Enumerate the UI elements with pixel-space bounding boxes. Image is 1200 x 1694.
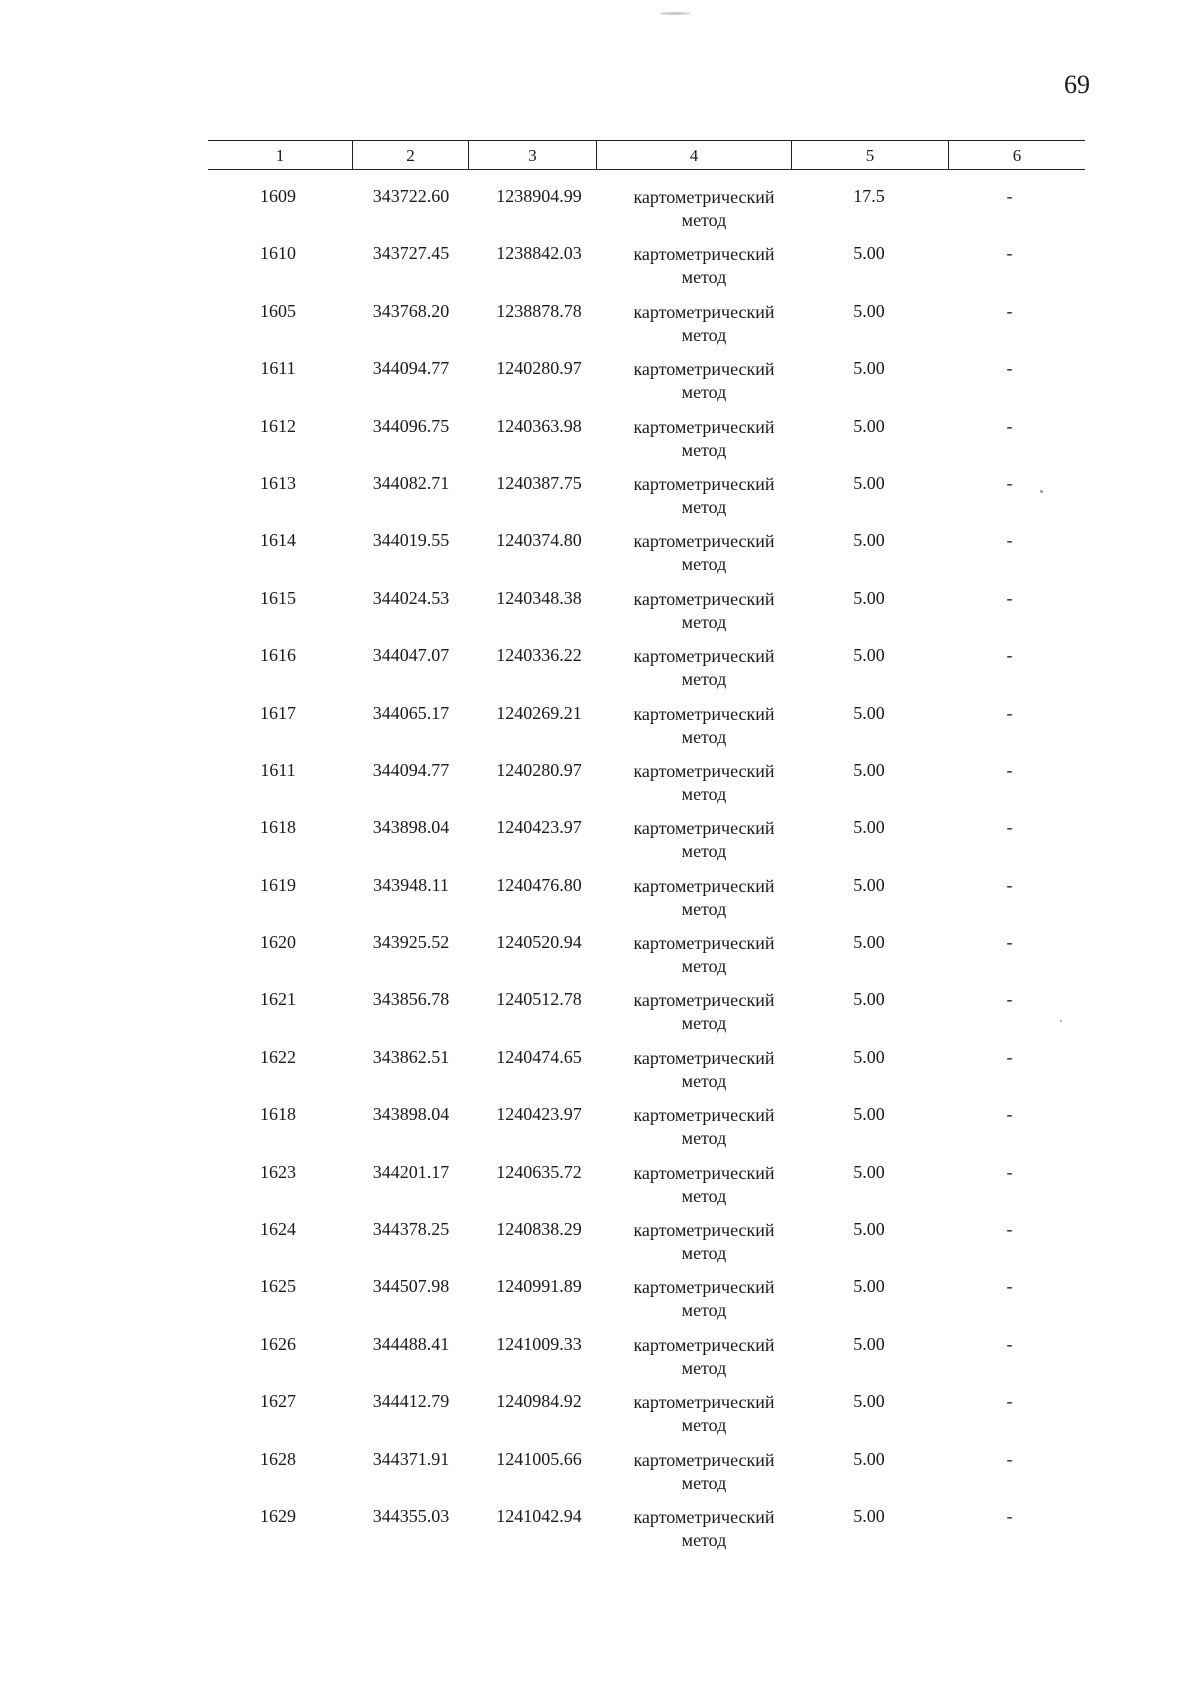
- method-line-1: картометрический: [633, 416, 775, 437]
- scan-speck: [1060, 1020, 1062, 1022]
- method-line-2: метод: [681, 956, 727, 977]
- note: -: [1006, 1448, 1013, 1469]
- method: [604, 932, 804, 978]
- accuracy-value: 5.00: [853, 1219, 885, 1240]
- note: -: [1006, 587, 1013, 608]
- coord-x: 343898.04: [372, 1104, 450, 1125]
- method-line-1: картометрический: [633, 359, 775, 380]
- method-line-1: картометрический: [633, 531, 775, 552]
- table-body: [208, 182, 1085, 1559]
- method-line-2: метод: [681, 611, 727, 632]
- method-line-1: картометрический: [633, 1506, 775, 1527]
- point-id: 1618: [260, 817, 296, 838]
- accuracy-value: 5.00: [853, 874, 885, 895]
- coord-y: 1240984.92: [496, 1391, 582, 1412]
- point-id: 1618: [260, 1104, 296, 1125]
- method-line-2: метод: [681, 783, 727, 804]
- note: -: [1006, 932, 1013, 953]
- coord-x: 344065.17: [372, 702, 450, 723]
- coord-x: 343727.45: [372, 243, 450, 264]
- note: -: [1006, 989, 1013, 1010]
- method-line-2: метод: [681, 382, 727, 403]
- method-line-2: метод: [681, 1128, 727, 1149]
- table-row: [208, 469, 1085, 526]
- accuracy-value: 5.00: [853, 817, 885, 838]
- method: [604, 1047, 804, 1093]
- table-row: [208, 354, 1085, 411]
- coord-x: 343925.52: [372, 932, 450, 953]
- method-line-1: картометрический: [633, 1220, 775, 1241]
- accuracy-value: 5.00: [853, 645, 885, 666]
- accuracy-value: 5.00: [853, 759, 885, 780]
- point-id: 1623: [260, 1161, 296, 1182]
- note: -: [1006, 472, 1013, 493]
- note: -: [1006, 415, 1013, 436]
- coord-y: 1240280.97: [496, 358, 582, 379]
- method-line-2: метод: [681, 267, 727, 288]
- accuracy-value: 5.00: [853, 702, 885, 723]
- method-line-2: метод: [681, 1415, 727, 1436]
- accuracy-value: 5.00: [853, 358, 885, 379]
- table-row: [208, 699, 1085, 756]
- method-line-1: картометрический: [633, 1105, 775, 1126]
- point-id: 1627: [260, 1391, 296, 1412]
- point-id: 1625: [260, 1276, 296, 1297]
- coord-x: 344096.75: [372, 415, 450, 436]
- table-row: [208, 1330, 1085, 1387]
- coord-y: 1240512.78: [496, 989, 582, 1010]
- note: -: [1006, 1391, 1013, 1412]
- table-row: [208, 756, 1085, 813]
- accuracy-value: 5.00: [853, 932, 885, 953]
- table-row: [208, 412, 1085, 469]
- method-line-1: картометрический: [633, 1392, 775, 1413]
- method: [604, 1219, 804, 1265]
- note: -: [1006, 186, 1013, 206]
- method-line-1: картометрический: [633, 1162, 775, 1183]
- point-id: 1611: [260, 759, 296, 780]
- header-col-2: 2: [353, 141, 469, 169]
- method: [604, 1334, 804, 1380]
- coord-y: 1238904.99: [496, 186, 582, 206]
- table-row: [208, 1043, 1085, 1100]
- method-line-1: картометрический: [633, 1277, 775, 1298]
- method: [604, 645, 804, 691]
- accuracy-value: 5.00: [853, 1161, 885, 1182]
- note: -: [1006, 1505, 1013, 1526]
- method-line-1: картометрический: [633, 1449, 775, 1470]
- note: -: [1006, 300, 1013, 321]
- method: [604, 243, 804, 289]
- method: [604, 1276, 804, 1322]
- method-line-2: метод: [681, 554, 727, 575]
- method-line-2: метод: [681, 1300, 727, 1321]
- method-line-1: картометрический: [633, 244, 775, 265]
- accuracy-value: 5.00: [853, 1276, 885, 1297]
- accuracy-value: 5.00: [853, 1046, 885, 1067]
- coord-y: 1240635.72: [496, 1161, 582, 1182]
- accuracy-value: 5.00: [853, 530, 885, 551]
- method-line-2: метод: [681, 1529, 727, 1550]
- method-line-2: метод: [681, 726, 727, 747]
- coord-x: 343898.04: [372, 817, 450, 838]
- method: [604, 416, 804, 462]
- note: -: [1006, 874, 1013, 895]
- method-line-2: метод: [681, 1472, 727, 1493]
- point-id: 1614: [260, 530, 296, 551]
- table-header: [208, 140, 1085, 170]
- point-id: 1629: [260, 1505, 296, 1526]
- method-line-2: метод: [681, 1243, 727, 1264]
- coord-x: 344094.77: [372, 759, 450, 780]
- header-col-3: 3: [469, 141, 597, 169]
- coord-y: 1240474.65: [496, 1046, 582, 1067]
- coord-y: 1240363.98: [496, 415, 582, 436]
- coord-y: 1241042.94: [496, 1505, 582, 1526]
- point-id: 1611: [260, 358, 296, 379]
- table-row: [208, 1272, 1085, 1329]
- method: [604, 817, 804, 863]
- coord-x: 344412.79: [372, 1391, 450, 1412]
- header-col-1: 1: [208, 141, 353, 169]
- method-line-2: метод: [681, 898, 727, 919]
- method: [604, 588, 804, 634]
- coord-y: 1240991.89: [496, 1276, 582, 1297]
- method-line-2: метод: [681, 841, 727, 862]
- method: [604, 1449, 804, 1495]
- method: [604, 875, 804, 921]
- point-id: 1616: [260, 645, 296, 666]
- coord-y: 1240476.80: [496, 874, 582, 895]
- table-row: [208, 928, 1085, 985]
- scan-mark: [660, 12, 690, 15]
- table-row: [208, 584, 1085, 641]
- coord-y: 1241005.66: [496, 1448, 582, 1469]
- note: -: [1006, 645, 1013, 666]
- method-line-2: метод: [681, 1185, 727, 1206]
- method-line-2: метод: [681, 1070, 727, 1091]
- table-row: [208, 1100, 1085, 1157]
- method: [604, 1506, 804, 1552]
- coord-x: 344082.71: [372, 472, 450, 493]
- method-line-1: картометрический: [633, 990, 775, 1011]
- method-line-1: картометрический: [633, 875, 775, 896]
- accuracy-value: 5.00: [853, 1104, 885, 1125]
- header-col-6: 6: [1012, 146, 1022, 165]
- method: [604, 760, 804, 806]
- method-line-1: картометрический: [633, 187, 775, 207]
- method-line-1: картометрический: [633, 1334, 775, 1355]
- accuracy-value: 5.00: [853, 472, 885, 493]
- method: [604, 989, 804, 1035]
- method-line-1: картометрический: [633, 703, 775, 724]
- point-id: 1615: [260, 587, 296, 608]
- note: -: [1006, 1219, 1013, 1240]
- coord-x: 344371.91: [372, 1448, 450, 1469]
- coord-x: 344201.17: [372, 1161, 450, 1182]
- method: [604, 301, 804, 347]
- coord-y: 1240269.21: [496, 702, 582, 723]
- method: [604, 358, 804, 404]
- point-id: 1605: [260, 300, 296, 321]
- coord-y: 1240387.75: [496, 472, 582, 493]
- accuracy-value: 5.00: [853, 587, 885, 608]
- coord-x: 343948.11: [373, 874, 449, 895]
- method-line-1: картометрический: [633, 933, 775, 954]
- coord-x: 344024.53: [372, 587, 450, 608]
- coord-x: 343862.51: [372, 1046, 450, 1067]
- accuracy-value: 5.00: [853, 415, 885, 436]
- method-line-1: картометрический: [633, 588, 775, 609]
- coord-y: 1240520.94: [496, 932, 582, 953]
- note: -: [1006, 358, 1013, 379]
- note: -: [1006, 1333, 1013, 1354]
- coord-x: 344019.55: [372, 530, 450, 551]
- point-id: 1609: [260, 186, 296, 206]
- coord-y: 1240423.97: [496, 1104, 582, 1125]
- coord-y: 1240336.22: [496, 645, 582, 666]
- coord-x: 343856.78: [372, 989, 450, 1010]
- note: -: [1006, 702, 1013, 723]
- note: -: [1006, 1161, 1013, 1182]
- method-line-2: метод: [681, 1357, 727, 1378]
- point-id: 1613: [260, 472, 296, 493]
- coord-x: 344047.07: [372, 645, 450, 666]
- point-id: 1617: [260, 702, 296, 723]
- point-id: 1619: [260, 874, 296, 895]
- method: [604, 1104, 804, 1150]
- point-id: 1612: [260, 415, 296, 436]
- scan-speck: [1040, 490, 1043, 493]
- method-line-1: картометрический: [633, 301, 775, 322]
- table-row: [208, 871, 1085, 928]
- table-row: [208, 985, 1085, 1042]
- note: -: [1006, 1276, 1013, 1297]
- coord-x: 344355.03: [372, 1505, 450, 1526]
- coord-x: 343722.60: [372, 186, 450, 206]
- method-line-2: метод: [681, 210, 727, 230]
- coord-x: 344378.25: [372, 1219, 450, 1240]
- method-line-2: метод: [681, 496, 727, 517]
- point-id: 1626: [260, 1333, 296, 1354]
- method-line-1: картометрический: [633, 818, 775, 839]
- coord-x: 344094.77: [372, 358, 450, 379]
- note: -: [1006, 243, 1013, 264]
- coord-x: 344488.41: [372, 1333, 450, 1354]
- method-line-2: метод: [681, 324, 727, 345]
- table-row: [208, 297, 1085, 354]
- point-id: 1610: [260, 243, 296, 264]
- method-line-1: картометрический: [633, 473, 775, 494]
- accuracy-value: 5.00: [853, 1505, 885, 1526]
- note: -: [1006, 1104, 1013, 1125]
- accuracy-value: 5.00: [853, 243, 885, 264]
- coord-y: 1241009.33: [496, 1333, 582, 1354]
- point-id: 1624: [260, 1219, 296, 1240]
- method-line-2: метод: [681, 1013, 727, 1034]
- coord-y: 1240280.97: [496, 759, 582, 780]
- accuracy-value: 5.00: [853, 300, 885, 321]
- coord-x: 343768.20: [372, 300, 450, 321]
- table-row: [208, 526, 1085, 583]
- table-row: [208, 1158, 1085, 1215]
- coord-y: 1240348.38: [496, 587, 582, 608]
- point-id: 1628: [260, 1448, 296, 1469]
- header-col-4: 4: [597, 141, 792, 169]
- table-row: [208, 1387, 1085, 1444]
- coord-y: 1240838.29: [496, 1219, 582, 1240]
- table-row: [208, 1445, 1085, 1502]
- table-row: [208, 1502, 1085, 1559]
- note: -: [1006, 530, 1013, 551]
- method-line-2: метод: [681, 439, 727, 460]
- table-row: [208, 239, 1085, 296]
- accuracy-value: 17.5: [853, 186, 885, 206]
- coord-x: 344507.98: [372, 1276, 450, 1297]
- coord-y: 1240423.97: [496, 817, 582, 838]
- accuracy-value: 5.00: [853, 1391, 885, 1412]
- table-row: [208, 182, 1085, 239]
- method-line-2: метод: [681, 669, 727, 690]
- point-id: 1622: [260, 1046, 296, 1067]
- point-id: 1620: [260, 932, 296, 953]
- method: [604, 186, 804, 232]
- page-number: 69: [1064, 70, 1090, 99]
- table-row: [208, 1215, 1085, 1272]
- method: [604, 1162, 804, 1208]
- table-row: [208, 641, 1085, 698]
- method-line-1: картометрический: [633, 760, 775, 781]
- note: -: [1006, 1046, 1013, 1067]
- note: -: [1006, 759, 1013, 780]
- coord-y: 1238878.78: [496, 300, 582, 321]
- accuracy-value: 5.00: [853, 1448, 885, 1469]
- coord-y: 1238842.03: [496, 243, 582, 264]
- method: [604, 1391, 804, 1437]
- coord-y: 1240374.80: [496, 530, 582, 551]
- table-row: [208, 813, 1085, 870]
- method: [604, 703, 804, 749]
- point-id: 1621: [260, 989, 296, 1010]
- method-line-1: картометрический: [633, 646, 775, 667]
- method: [604, 530, 804, 576]
- accuracy-value: 5.00: [853, 1333, 885, 1354]
- method-line-1: картометрический: [633, 1047, 775, 1068]
- header-col-5: 5: [792, 141, 949, 169]
- note: -: [1006, 817, 1013, 838]
- method: [604, 473, 804, 519]
- accuracy-value: 5.00: [853, 989, 885, 1010]
